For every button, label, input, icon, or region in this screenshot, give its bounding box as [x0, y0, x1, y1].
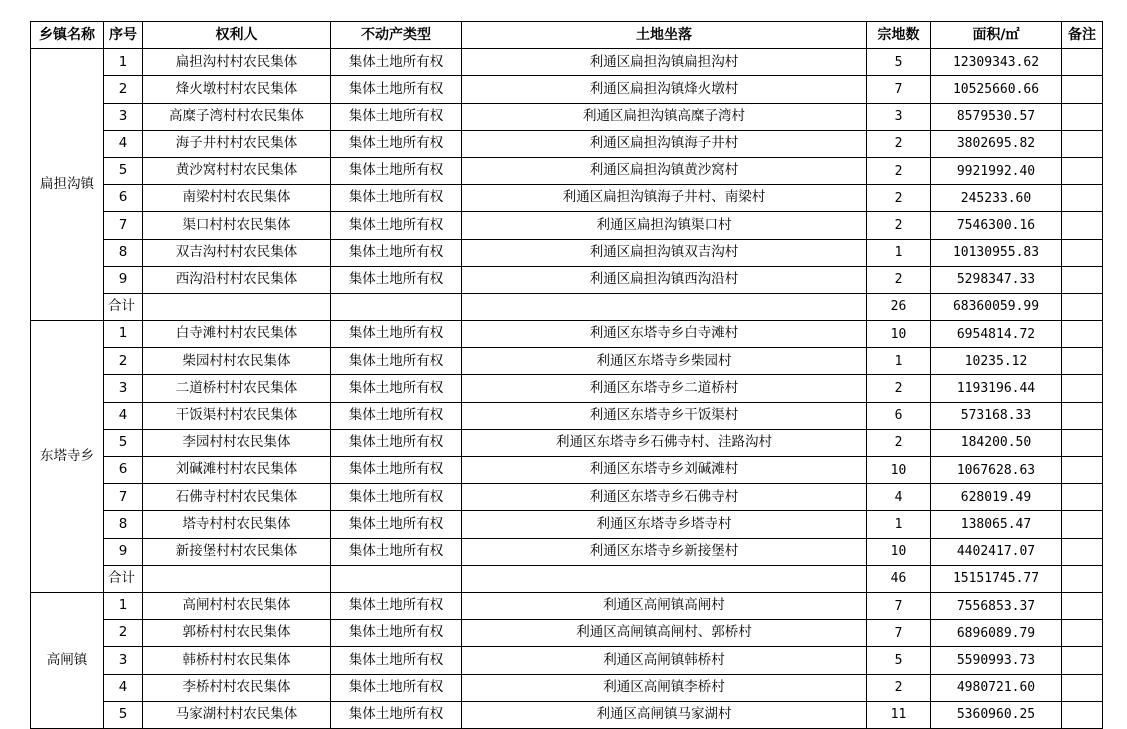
area-cell: 5590993.73: [931, 647, 1062, 674]
remarks-cell: [1062, 511, 1103, 538]
owner-cell: 塔寺村村农民集体: [143, 511, 331, 538]
table-row: [31, 130, 1103, 157]
header-location: 土地坐落: [462, 22, 867, 49]
area-cell: 5360960.25: [931, 701, 1062, 728]
subtotal-row: [31, 293, 1103, 320]
property-type-cell: 集体土地所有权: [331, 239, 462, 266]
parcel-count-cell: 11: [867, 701, 931, 728]
area-cell: 6896089.79: [931, 620, 1062, 647]
location-cell: 利通区高闸镇高闸村、郭桥村: [462, 620, 867, 647]
owner-cell: 刘碱滩村村农民集体: [143, 457, 331, 484]
location-cell: 利通区东塔寺乡新接堡村: [462, 538, 867, 565]
header-number: 序号: [104, 22, 143, 49]
parcel-count-cell: 6: [867, 402, 931, 429]
parcel-count-cell: 7: [867, 76, 931, 103]
remarks-cell: [1062, 348, 1103, 375]
table-row: [31, 538, 1103, 565]
row-number: 7: [104, 484, 143, 511]
parcel-count-cell: 10: [867, 538, 931, 565]
location-cell: 利通区扁担沟镇高糜子湾村: [462, 103, 867, 130]
owner-cell: 石佛寺村村农民集体: [143, 484, 331, 511]
parcel-count-cell: 2: [867, 130, 931, 157]
location-cell: 利通区扁担沟镇海子井村、南梁村: [462, 185, 867, 212]
table-row: [31, 511, 1103, 538]
owner-cell: 韩桥村村农民集体: [143, 647, 331, 674]
table-row: [31, 49, 1103, 76]
remarks-cell: [1062, 538, 1103, 565]
location-cell: 利通区东塔寺乡柴园村: [462, 348, 867, 375]
header-property-type: 不动产类型: [331, 22, 462, 49]
property-type-cell: 集体土地所有权: [331, 674, 462, 701]
empty-cell: [462, 293, 867, 320]
area-cell: 138065.47: [931, 511, 1062, 538]
location-cell: 利通区扁担沟镇海子井村: [462, 130, 867, 157]
remarks-cell: [1062, 701, 1103, 728]
area-cell: 628019.49: [931, 484, 1062, 511]
parcel-count-cell: 1: [867, 511, 931, 538]
owner-cell: 干饭渠村村农民集体: [143, 402, 331, 429]
owner-cell: 扁担沟村村农民集体: [143, 49, 331, 76]
property-type-cell: 集体土地所有权: [331, 620, 462, 647]
property-type-cell: 集体土地所有权: [331, 592, 462, 619]
area-cell: 1067628.63: [931, 457, 1062, 484]
property-type-cell: 集体土地所有权: [331, 49, 462, 76]
table-row: [31, 76, 1103, 103]
remarks-cell: [1062, 674, 1103, 701]
remarks-cell: [1062, 321, 1103, 348]
owner-cell: 白寺滩村村农民集体: [143, 321, 331, 348]
header-parcel-count: 宗地数: [867, 22, 931, 49]
row-number: 9: [104, 266, 143, 293]
empty-cell: [143, 565, 331, 592]
subtotal-row: [31, 565, 1103, 592]
subtotal-label: 合计: [104, 565, 143, 592]
table-row: [31, 674, 1103, 701]
owner-cell: 高糜子湾村村农民集体: [143, 103, 331, 130]
parcel-count-cell: 7: [867, 620, 931, 647]
empty-cell: [331, 293, 462, 320]
remarks-cell: [1062, 429, 1103, 456]
row-number: 7: [104, 212, 143, 239]
row-number: 5: [104, 157, 143, 184]
header-owner: 权利人: [143, 22, 331, 49]
property-type-cell: 集体土地所有权: [331, 538, 462, 565]
property-type-cell: 集体土地所有权: [331, 212, 462, 239]
property-type-cell: 集体土地所有权: [331, 266, 462, 293]
location-cell: 利通区扁担沟镇烽火墩村: [462, 76, 867, 103]
area-cell: 10235.12: [931, 348, 1062, 375]
table-row: [31, 484, 1103, 511]
owner-cell: 柴园村村农民集体: [143, 348, 331, 375]
location-cell: 利通区东塔寺乡二道桥村: [462, 375, 867, 402]
area-cell: 4402417.07: [931, 538, 1062, 565]
location-cell: 利通区扁担沟镇双吉沟村: [462, 239, 867, 266]
table-row: [31, 457, 1103, 484]
row-number: 3: [104, 375, 143, 402]
row-number: 4: [104, 130, 143, 157]
area-cell: 573168.33: [931, 402, 1062, 429]
owner-cell: 南梁村村农民集体: [143, 185, 331, 212]
parcel-count-cell: 2: [867, 674, 931, 701]
area-cell: 9921992.40: [931, 157, 1062, 184]
parcel-count-cell: 1: [867, 348, 931, 375]
remarks-cell: [1062, 592, 1103, 619]
table-row: [31, 701, 1103, 728]
parcel-count-cell: 5: [867, 49, 931, 76]
location-cell: 利通区扁担沟镇黄沙窝村: [462, 157, 867, 184]
subtotal-area: 15151745.77: [931, 565, 1062, 592]
parcel-count-cell: 2: [867, 375, 931, 402]
property-type-cell: 集体土地所有权: [331, 76, 462, 103]
header-row: [31, 22, 1103, 49]
parcel-count-cell: 10: [867, 457, 931, 484]
owner-cell: 双吉沟村村农民集体: [143, 239, 331, 266]
row-number: 4: [104, 402, 143, 429]
parcel-count-cell: 5: [867, 647, 931, 674]
table-row: [31, 402, 1103, 429]
location-cell: 利通区高闸镇马家湖村: [462, 701, 867, 728]
township-cell: 东塔寺乡: [31, 321, 104, 593]
location-cell: 利通区东塔寺乡石佛寺村、洼路沟村: [462, 429, 867, 456]
parcel-count-cell: 4: [867, 484, 931, 511]
property-type-cell: 集体土地所有权: [331, 457, 462, 484]
property-type-cell: 集体土地所有权: [331, 701, 462, 728]
area-cell: 3802695.82: [931, 130, 1062, 157]
row-number: 3: [104, 647, 143, 674]
header-township: 乡镇名称: [31, 22, 104, 49]
parcel-count-cell: 3: [867, 103, 931, 130]
owner-cell: 烽火墩村村农民集体: [143, 76, 331, 103]
property-type-cell: 集体土地所有权: [331, 484, 462, 511]
empty-cell: [143, 293, 331, 320]
table-row: [31, 157, 1103, 184]
land-rights-table: [30, 21, 1103, 729]
owner-cell: 新接堡村村农民集体: [143, 538, 331, 565]
area-cell: 184200.50: [931, 429, 1062, 456]
row-number: 2: [104, 348, 143, 375]
row-number: 2: [104, 76, 143, 103]
remarks-cell: [1062, 76, 1103, 103]
row-number: 1: [104, 49, 143, 76]
remarks-cell: [1062, 484, 1103, 511]
row-number: 8: [104, 239, 143, 266]
empty-cell: [331, 565, 462, 592]
table-row: [31, 375, 1103, 402]
remarks-cell: [1062, 402, 1103, 429]
remarks-cell: [1062, 130, 1103, 157]
row-number: 3: [104, 103, 143, 130]
owner-cell: 李桥村村农民集体: [143, 674, 331, 701]
owner-cell: 黄沙窝村村农民集体: [143, 157, 331, 184]
row-number: 1: [104, 321, 143, 348]
table-row: [31, 348, 1103, 375]
row-number: 6: [104, 185, 143, 212]
table-row: [31, 103, 1103, 130]
area-cell: 8579530.57: [931, 103, 1062, 130]
row-number: 4: [104, 674, 143, 701]
location-cell: 利通区扁担沟镇西沟沿村: [462, 266, 867, 293]
location-cell: 利通区高闸镇韩桥村: [462, 647, 867, 674]
area-cell: 10130955.83: [931, 239, 1062, 266]
location-cell: 利通区东塔寺乡干饭渠村: [462, 402, 867, 429]
property-type-cell: 集体土地所有权: [331, 321, 462, 348]
remarks-cell: [1062, 185, 1103, 212]
property-type-cell: 集体土地所有权: [331, 185, 462, 212]
area-cell: 10525660.66: [931, 76, 1062, 103]
remarks-cell: [1062, 157, 1103, 184]
township-cell: 高闸镇: [31, 592, 104, 728]
empty-cell: [1062, 565, 1103, 592]
row-number: 5: [104, 429, 143, 456]
table-row: [31, 239, 1103, 266]
property-type-cell: 集体土地所有权: [331, 348, 462, 375]
area-cell: 7546300.16: [931, 212, 1062, 239]
parcel-count-cell: 1: [867, 239, 931, 266]
property-type-cell: 集体土地所有权: [331, 375, 462, 402]
location-cell: 利通区东塔寺乡白寺滩村: [462, 321, 867, 348]
property-type-cell: 集体土地所有权: [331, 157, 462, 184]
remarks-cell: [1062, 49, 1103, 76]
owner-cell: 渠口村村农民集体: [143, 212, 331, 239]
table-row: [31, 592, 1103, 619]
owner-cell: 马家湖村村农民集体: [143, 701, 331, 728]
area-cell: 1193196.44: [931, 375, 1062, 402]
property-type-cell: 集体土地所有权: [331, 647, 462, 674]
row-number: 5: [104, 701, 143, 728]
location-cell: 利通区东塔寺乡石佛寺村: [462, 484, 867, 511]
remarks-cell: [1062, 620, 1103, 647]
row-number: 9: [104, 538, 143, 565]
area-cell: 12309343.62: [931, 49, 1062, 76]
table-row: [31, 620, 1103, 647]
location-cell: 利通区扁担沟镇渠口村: [462, 212, 867, 239]
empty-cell: [462, 565, 867, 592]
table-row: [31, 185, 1103, 212]
property-type-cell: 集体土地所有权: [331, 429, 462, 456]
owner-cell: 郭桥村村农民集体: [143, 620, 331, 647]
owner-cell: 二道桥村村农民集体: [143, 375, 331, 402]
table-row: [31, 212, 1103, 239]
location-cell: 利通区高闸镇高闸村: [462, 592, 867, 619]
row-number: 1: [104, 592, 143, 619]
parcel-count-cell: 2: [867, 157, 931, 184]
remarks-cell: [1062, 239, 1103, 266]
parcel-count-cell: 2: [867, 429, 931, 456]
table-body: [31, 49, 1103, 729]
owner-cell: 李园村村农民集体: [143, 429, 331, 456]
empty-cell: [1062, 293, 1103, 320]
table-row: [31, 266, 1103, 293]
remarks-cell: [1062, 103, 1103, 130]
area-cell: 4980721.60: [931, 674, 1062, 701]
subtotal-label: 合计: [104, 293, 143, 320]
parcel-count-cell: 2: [867, 185, 931, 212]
parcel-count-cell: 7: [867, 592, 931, 619]
property-type-cell: 集体土地所有权: [331, 103, 462, 130]
remarks-cell: [1062, 647, 1103, 674]
location-cell: 利通区东塔寺乡塔寺村: [462, 511, 867, 538]
area-cell: 7556853.37: [931, 592, 1062, 619]
property-type-cell: 集体土地所有权: [331, 402, 462, 429]
table-row: [31, 321, 1103, 348]
subtotal-parcel-count: 46: [867, 565, 931, 592]
owner-cell: 西沟沿村村农民集体: [143, 266, 331, 293]
location-cell: 利通区扁担沟镇扁担沟村: [462, 49, 867, 76]
header-remarks: 备注: [1062, 22, 1103, 49]
property-type-cell: 集体土地所有权: [331, 511, 462, 538]
row-number: 6: [104, 457, 143, 484]
table-row: [31, 647, 1103, 674]
remarks-cell: [1062, 375, 1103, 402]
area-cell: 6954814.72: [931, 321, 1062, 348]
owner-cell: 高闸村村农民集体: [143, 592, 331, 619]
table-row: [31, 429, 1103, 456]
remarks-cell: [1062, 457, 1103, 484]
parcel-count-cell: 2: [867, 266, 931, 293]
row-number: 8: [104, 511, 143, 538]
location-cell: 利通区东塔寺乡刘碱滩村: [462, 457, 867, 484]
township-cell: 扁担沟镇: [31, 49, 104, 321]
subtotal-parcel-count: 26: [867, 293, 931, 320]
property-type-cell: 集体土地所有权: [331, 130, 462, 157]
row-number: 2: [104, 620, 143, 647]
parcel-count-cell: 10: [867, 321, 931, 348]
area-cell: 245233.60: [931, 185, 1062, 212]
subtotal-area: 68360059.99: [931, 293, 1062, 320]
header-area: 面积/㎡: [931, 22, 1062, 49]
location-cell: 利通区高闸镇李桥村: [462, 674, 867, 701]
area-cell: 5298347.33: [931, 266, 1062, 293]
remarks-cell: [1062, 266, 1103, 293]
parcel-count-cell: 2: [867, 212, 931, 239]
owner-cell: 海子井村村农民集体: [143, 130, 331, 157]
remarks-cell: [1062, 212, 1103, 239]
